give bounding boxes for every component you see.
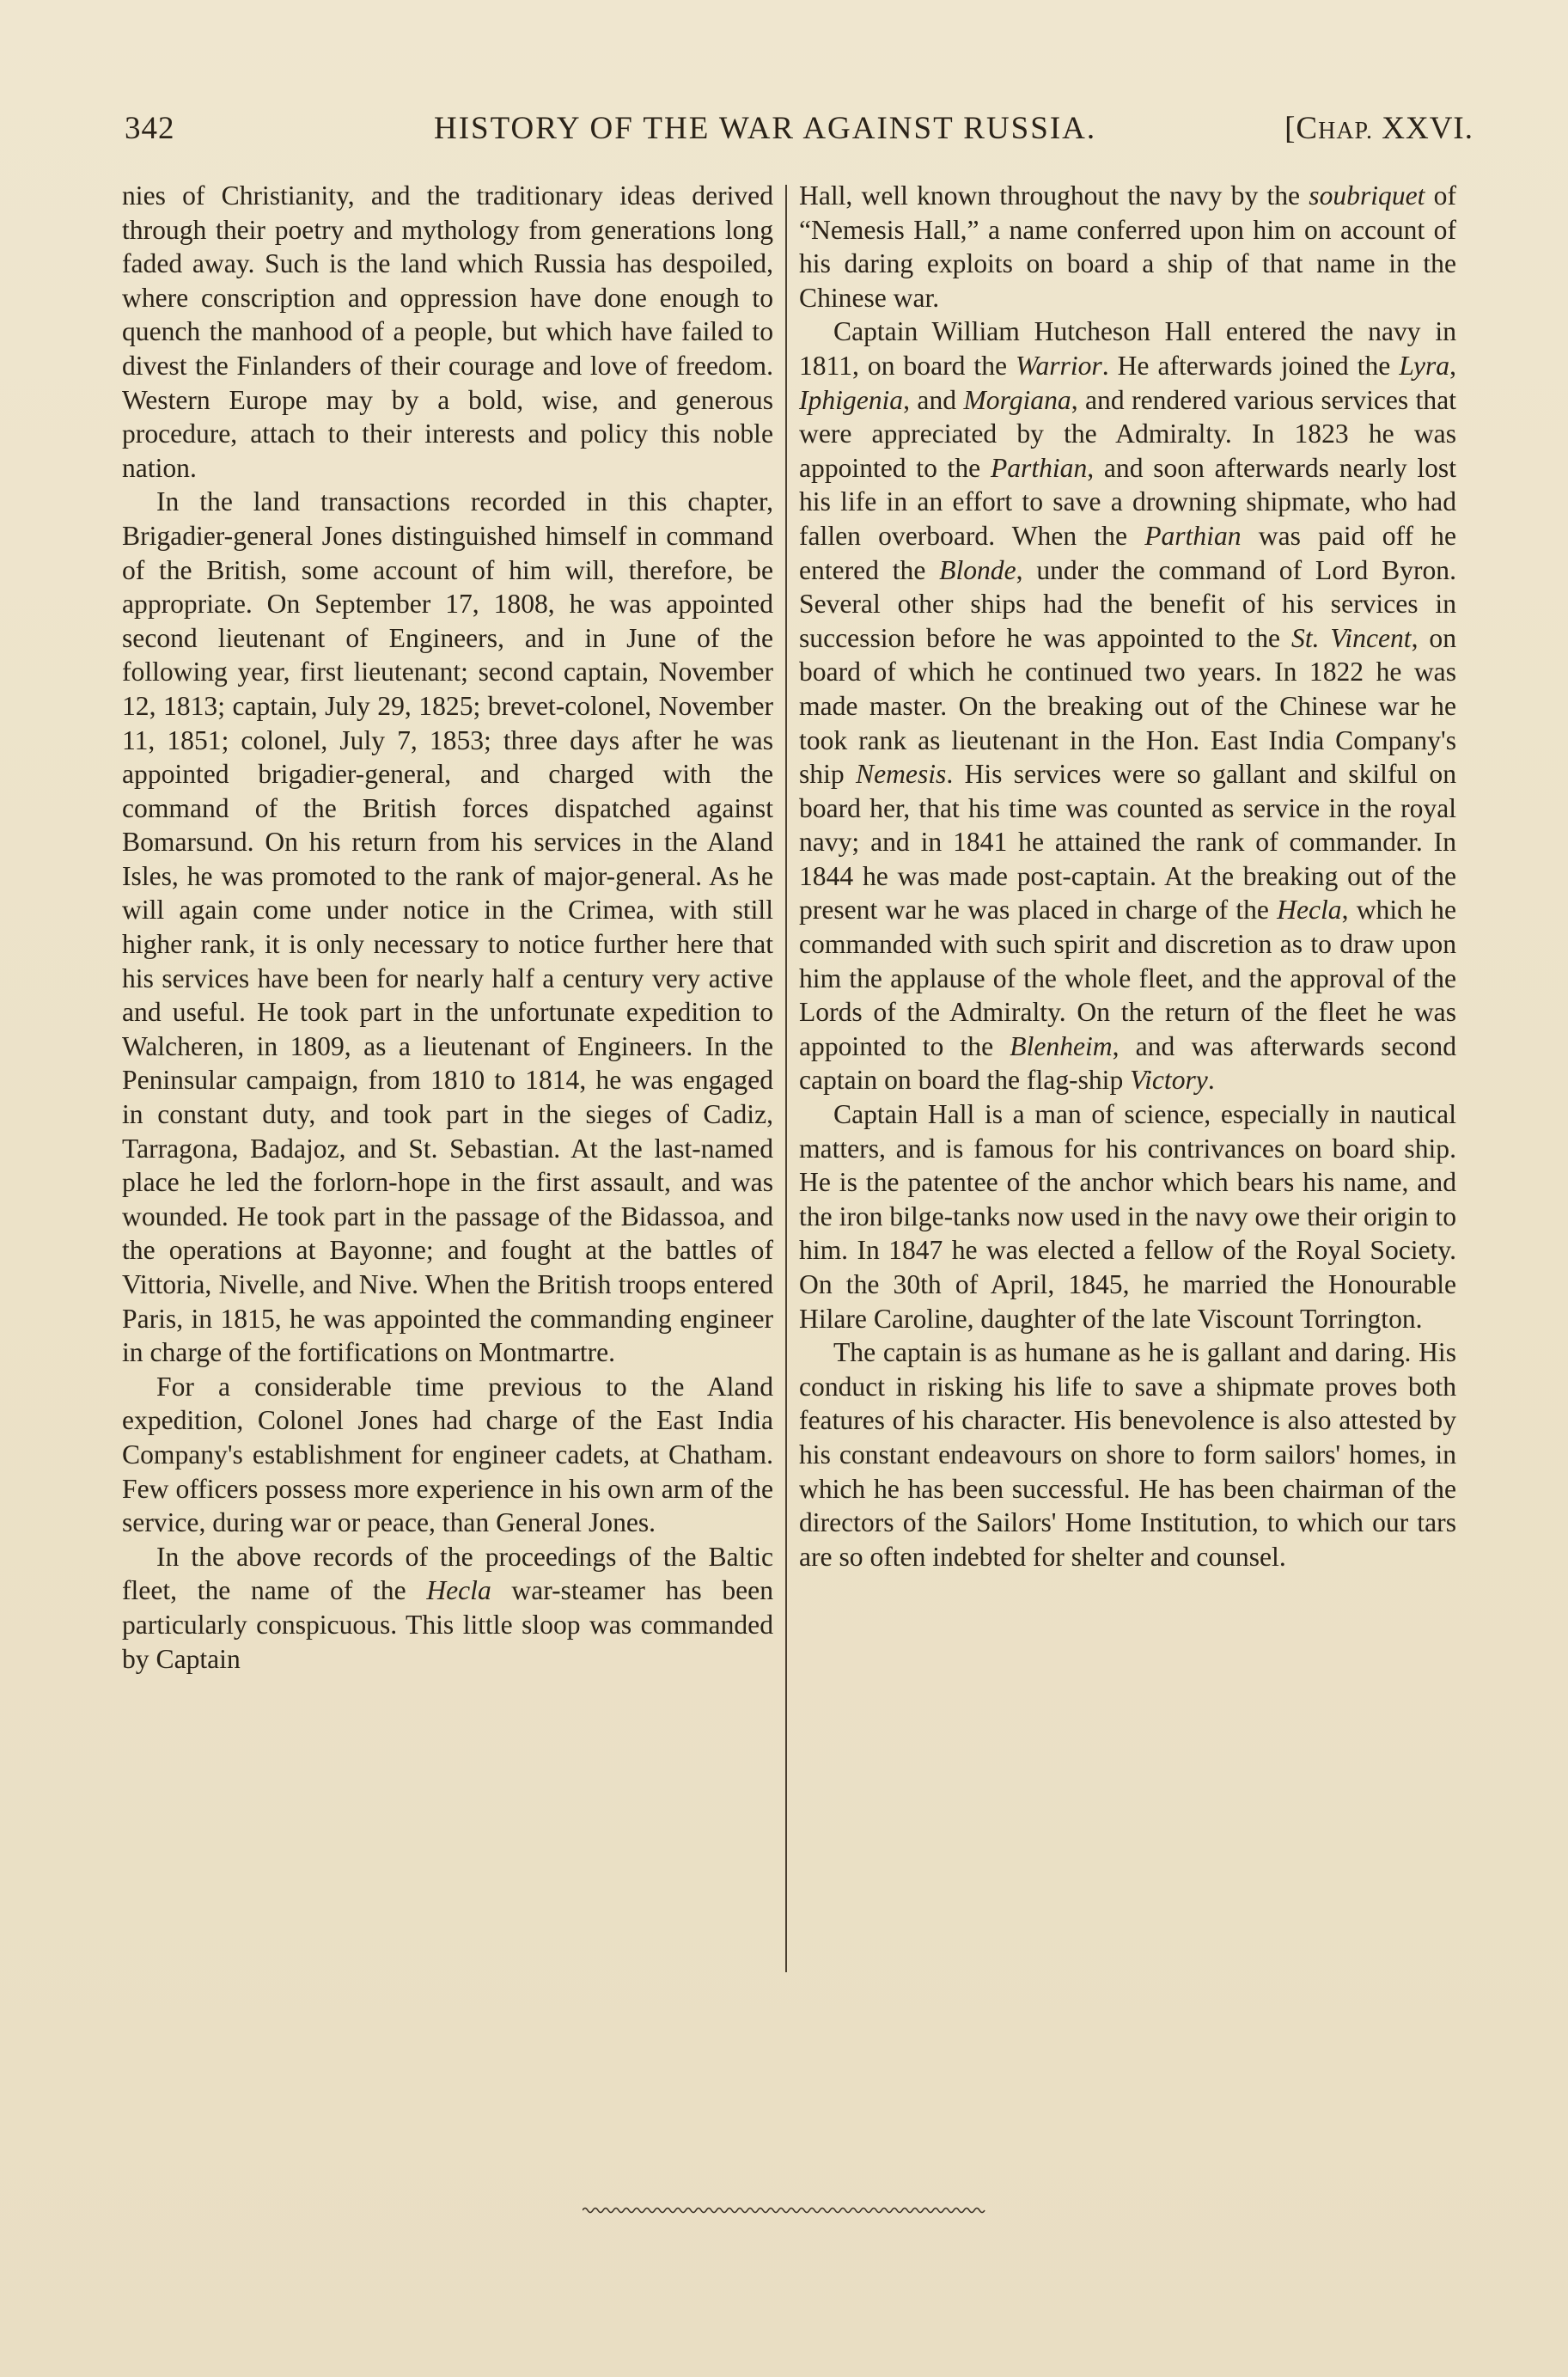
chapter-abbrev: HAP. [1318, 118, 1374, 144]
ship-name: Iphigenia [799, 384, 904, 415]
ship-name: Blonde [939, 554, 1016, 585]
ship-name: Morgiana [963, 384, 1071, 415]
ship-name: Blenheim [1010, 1030, 1113, 1061]
left-paragraph-1: nies of Christianity, and the traditionary ideas derived through their poetry and mythology from generations long faded away. Such is the land which Russia has despoiled, where conscription and oppression have done enough to quench the manhood of a people, but which have failed to divest the Finlanders of their courage and love of freedom. Western Europe may by a bold, wise, and generous procedure, attach to their interests and policy this noble nation. [122, 180, 773, 483]
text-run: , [1449, 350, 1456, 381]
text-run: Hall, well known throughout the navy by the [799, 180, 1309, 211]
chapter-prefix: [C [1284, 111, 1319, 146]
text-run: was paid off he entered the [799, 520, 1456, 585]
text-run: Captain William Hutcheson Hall entered the navy in 1811, on board the [799, 316, 1456, 381]
text-run: , and rendered various services that were appreciated by the Admiralty. In 1823 he was appointed to the [799, 384, 1456, 483]
text-run: , which he commanded with such spirit and discretion as to draw upon him the applause of the whole fleet, and the approval of the Lords of the Admiralty. On the return of the fleet he was appointed to the [799, 895, 1456, 1061]
ship-name: Lyra [1399, 350, 1450, 381]
ship-name: Parthian [1144, 520, 1242, 551]
left-paragraph-3: For a considerable time previous to the Aland expedition, Colonel Jones had charge of the East India Company's establishment for engineer cadets, at Chatham. Few officers possess more experience in his own arm of the service, during war or peace, than General Jones. [122, 1371, 773, 1538]
ship-name: Hecla [1277, 895, 1342, 926]
right-paragraph-4: The captain is as humane as he is gallant and daring. His conduct in risking his life to save a shipmate proves both features of his character. His benevolence is also attested by his constant endeavours on shore to form sailors' homes, in which he has been successful. He has been chairman of the directors of the Sailors' Home Institution, to which our tars are so often indebted for shelter and counsel. [799, 1337, 1456, 1572]
text-run: , on board of which he continued two years. In 1822 he was made master. On the breaking out of the Chinese war he took rank as lieutenant in the Hon. East India Company's ship [799, 622, 1456, 790]
text-run: . He afterwards joined the [1101, 350, 1400, 381]
ship-name: Warrior [1016, 350, 1102, 381]
left-column [122, 179, 773, 1676]
right-paragraph-2 [799, 315, 1456, 1097]
text-run: of “Nemesis Hall,” a name conferred upon him on account of his daring exploits on board a ship of that name in the Chinese war. [799, 180, 1456, 313]
right-paragraph-1 [799, 179, 1456, 315]
page-number: 342 [125, 111, 175, 146]
text-run: , and [903, 384, 964, 415]
text-run: war-steamer has been particularly conspicuous. This little sloop was commanded by Captain [122, 1575, 773, 1674]
left-paragraph-2: In the land transactions recorded in this chapter, Brigadier-general Jones distinguished himself in command of the British, some account of him will, therefore, be appropriate. On September 17, 1808, he was appointed second lieutenant of Engineers, and in June of the following year, first lieutenant; second captain, November 12, 1813; captain, July 29, 1825; brevet-colonel, November 11, 1851; colonel, July 7, 1853; three days after he was appointed brigadier-general, and charged with the command of the British forces dispatched against Bomarsund. On his return from his services in the Aland Isles, he was promoted to the rank of major-general. As he will again come under notice in the Crimea, with still higher rank, it is only necessary to notice further here that his services have been for nearly half a century very active and useful. He took part in the unfortunate expedition to Walcheren, in 1809, as a lieutenant of Engineers. In the Peninsular campaign, from 1810 to 1814, he was engaged in constant duty, and took part in the sieges of Cadiz, Tarragona, Badajoz, and St. Sebastian. At the last-named place he led the forlorn-hope in the first assault, and was wounded. He took part in the passage of the Bidassoa, and the operations at Bayonne; and fought at the battles of Vittoria, Nivelle, and Nive. When the British troops entered Paris, in 1815, he was appointed the commanding engineer in charge of the fortifications on Montmartre. [122, 486, 773, 1368]
ship-name: Victory [1130, 1065, 1208, 1096]
text-run: In the above records of the proceedings of the Baltic fleet, the name of the [122, 1541, 773, 1606]
left-paragraph-4 [122, 1540, 773, 1676]
italic-term: soubriquet [1309, 180, 1425, 211]
text-run: , under the command of Lord Byron. Several other ships had the benefit of his services in succession before he was appointed to the [799, 554, 1456, 653]
ship-name: Nemesis [856, 759, 947, 790]
text-run: . [1207, 1065, 1215, 1096]
running-title: HISTORY OF THE WAR AGAINST RUSSIA. [434, 111, 1097, 146]
running-header [125, 110, 1473, 151]
ship-name: Parthian [990, 452, 1088, 483]
right-paragraph-3: Captain Hall is a man of science, especially in nautical matters, and is famous for his contrivances on board ship. He is the patentee of the anchor which bears his name, and the iron bilge-tanks now used in the navy owe their origin to him. In 1847 he was elected a fellow of the Royal Society. On the 30th of April, 1845, he married the Honourable Hilare Caroline, daughter of the late Viscount Torrington. [799, 1099, 1456, 1334]
text-run: , and was afterwards second captain on board the flag-ship [799, 1030, 1457, 1096]
ship-name: St. Vincent [1291, 622, 1412, 653]
column-divider [785, 185, 787, 1972]
ship-name: Hecla [426, 1575, 491, 1606]
right-column [799, 179, 1456, 1573]
text-run: , and soon afterwards nearly lost his life in an effort to save a drowning shipmate, who had fallen overboard. When the [799, 452, 1456, 551]
chapter-label [1284, 110, 1473, 147]
text-run: . His services were so gallant and skilful on board her, that his time was counted as service in the royal navy; and in 1841 he attained the rank of commander. In 1844 he was made post-captain. At the breaking out of the present war he was placed in charge of the [799, 759, 1456, 926]
chapter-number: XXVI. [1373, 111, 1473, 146]
wavy-rule-ornament [583, 2204, 986, 2216]
